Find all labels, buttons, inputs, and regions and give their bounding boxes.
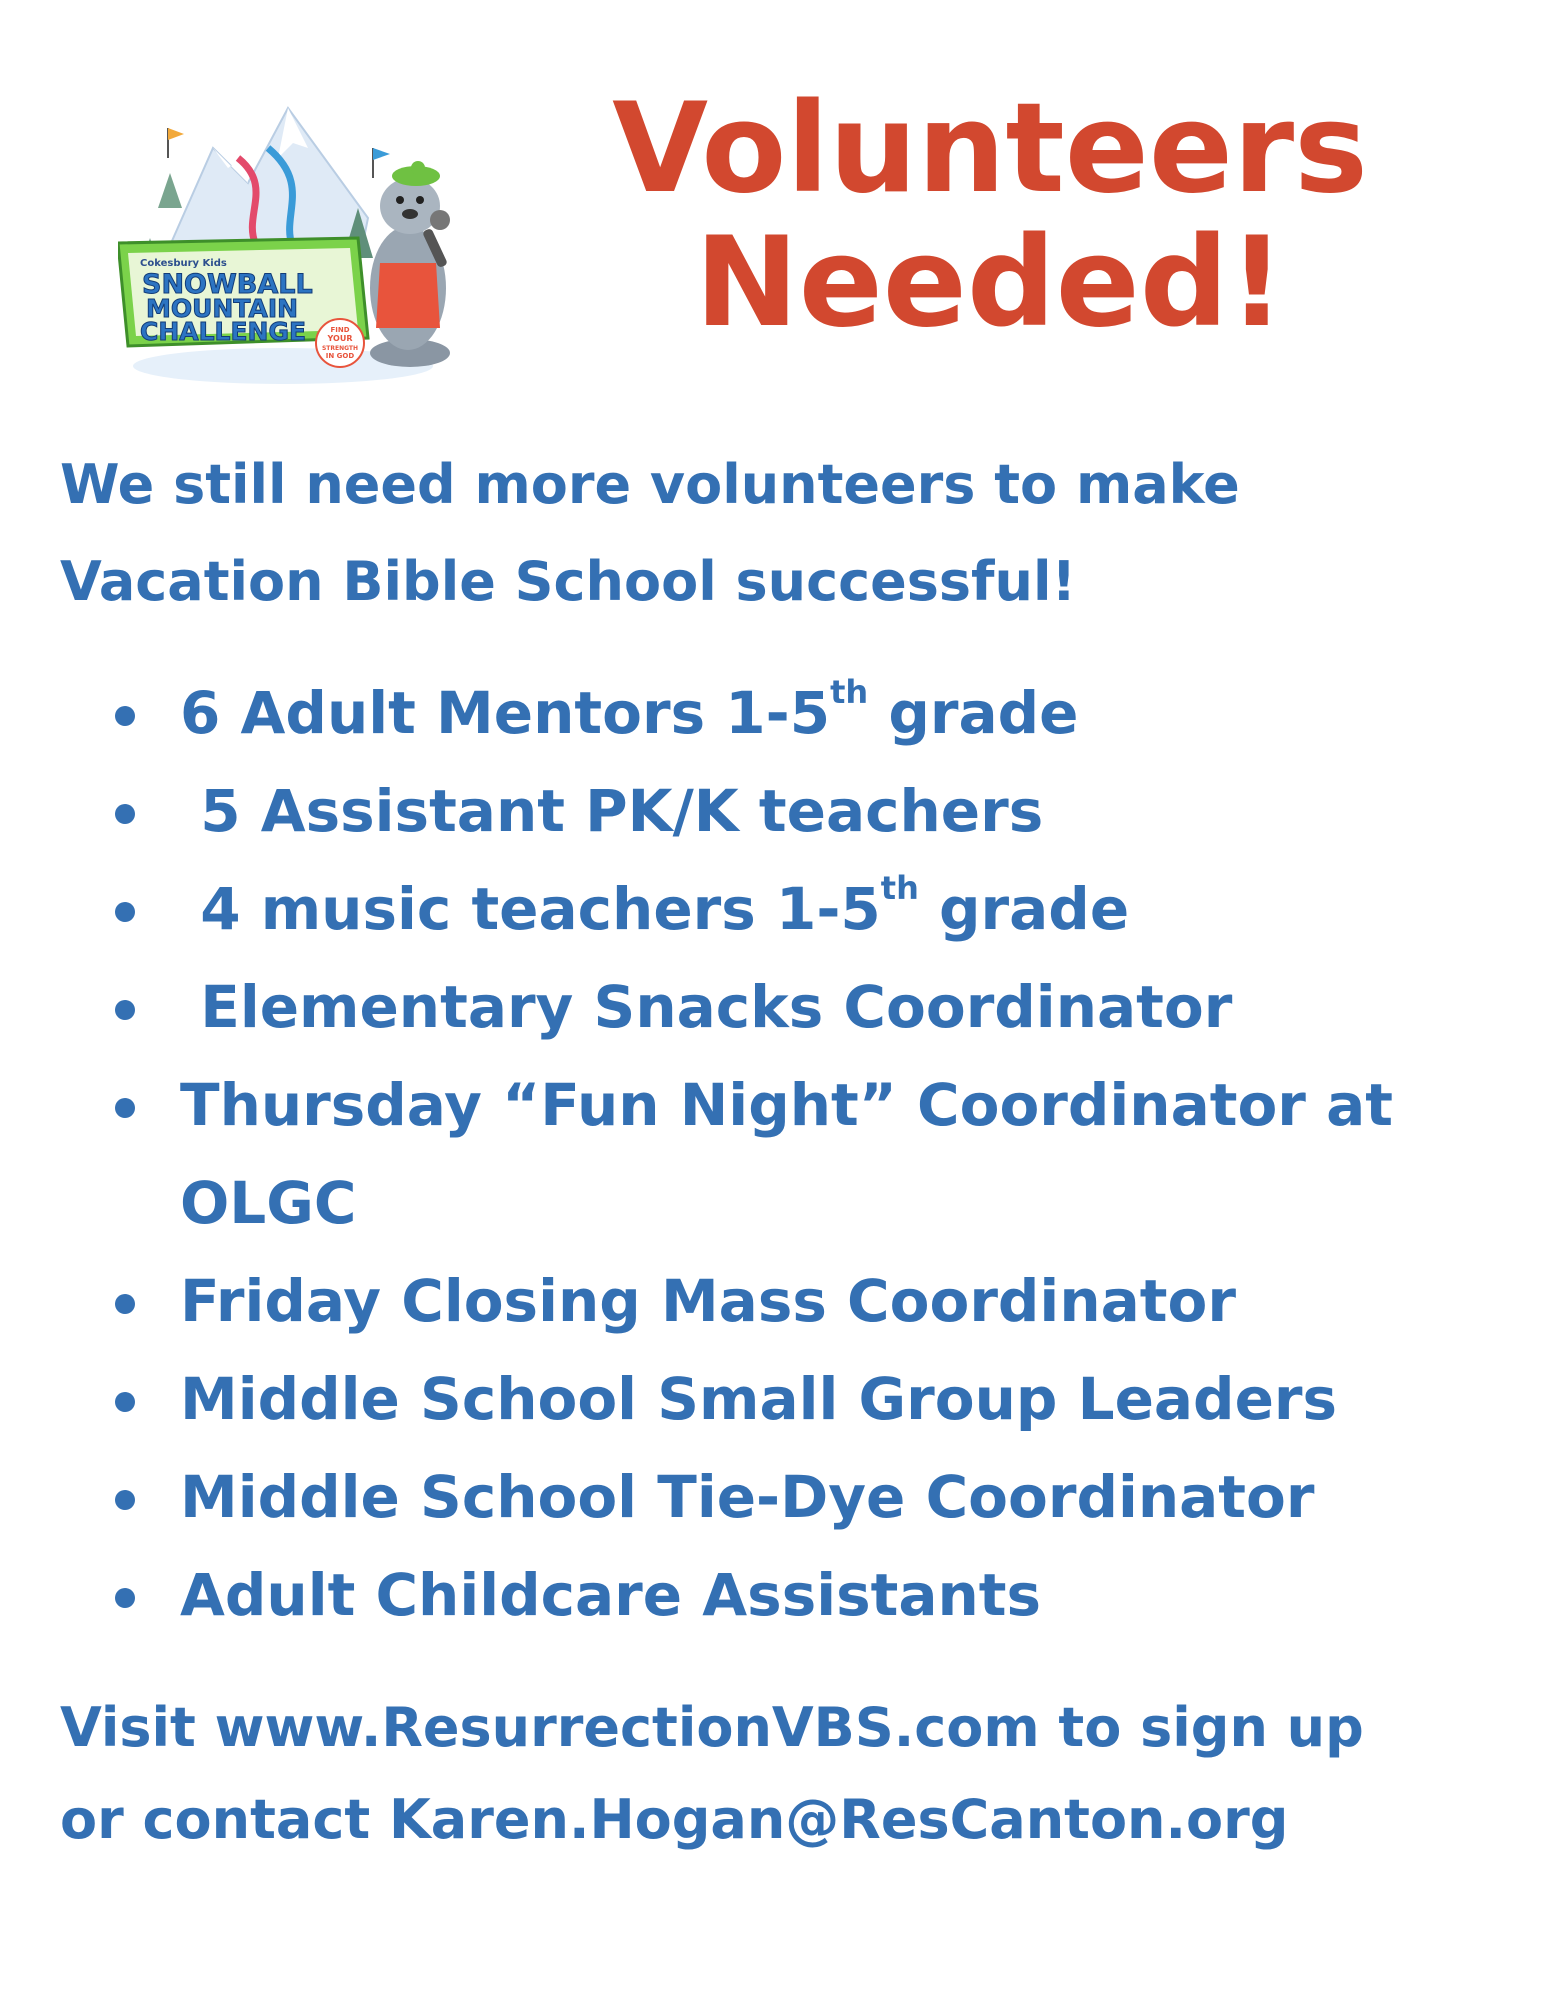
volunteer-roles-list — [0, 664, 1545, 1644]
logo-tagline-1: FIND — [330, 326, 350, 334]
title-line-2: Needed! — [694, 211, 1286, 355]
bullet-icon — [115, 804, 135, 824]
list-item: Elementary Snacks Coordinator — [0, 958, 1480, 1056]
logo-line-1: SNOWBALL — [142, 269, 313, 300]
intro-line-1: We still need more volunteers to make — [60, 453, 1240, 516]
bullet-icon — [115, 1000, 135, 1020]
bullet-icon — [115, 1098, 135, 1118]
logo-tagline-3: STRENGTH — [321, 345, 359, 352]
page-title — [560, 77, 1420, 355]
list-item: 4 music teachers 1-5th grade — [0, 860, 1480, 958]
list-item: Friday Closing Mass Coordinator — [0, 1252, 1480, 1350]
title-line-1: Volunteers — [612, 77, 1368, 221]
list-item: 6 Adult Mentors 1-5th grade — [0, 664, 1480, 762]
bullet-icon — [115, 1490, 135, 1510]
intro-text — [60, 436, 1480, 630]
logo-tagline-2: YOUR — [327, 334, 353, 343]
bullet-icon — [115, 1294, 135, 1314]
list-item: Adult Childcare Assistants — [0, 1546, 1480, 1644]
list-item: 5 Assistant PK/K teachers — [0, 762, 1480, 860]
bullet-icon — [115, 1588, 135, 1608]
bullet-icon — [115, 706, 135, 726]
logo-line-3: CHALLENGE — [140, 317, 307, 346]
intro-line-2: Vacation Bible School successful! — [60, 550, 1077, 613]
logo-line-2: MOUNTAIN — [146, 294, 299, 323]
snowball-mountain-challenge-logo — [118, 88, 478, 388]
logo-publisher: Cokesbury Kids — [140, 258, 227, 269]
list-item: Thursday “Fun Night” Coordinator at OLGC — [0, 1056, 1480, 1252]
bullet-icon — [115, 902, 135, 922]
logo-tagline-4: IN GOD — [325, 352, 355, 360]
list-item: Middle School Small Group Leaders — [0, 1350, 1480, 1448]
bullet-icon — [115, 1392, 135, 1412]
contact-info — [60, 1682, 1480, 1866]
footer-line-1: Visit www.ResurrectionVBS.com to sign up — [60, 1696, 1364, 1759]
list-item: Middle School Tie-Dye Coordinator — [0, 1448, 1480, 1546]
footer-line-2: or contact Karen.Hogan@ResCanton.org — [60, 1788, 1289, 1851]
